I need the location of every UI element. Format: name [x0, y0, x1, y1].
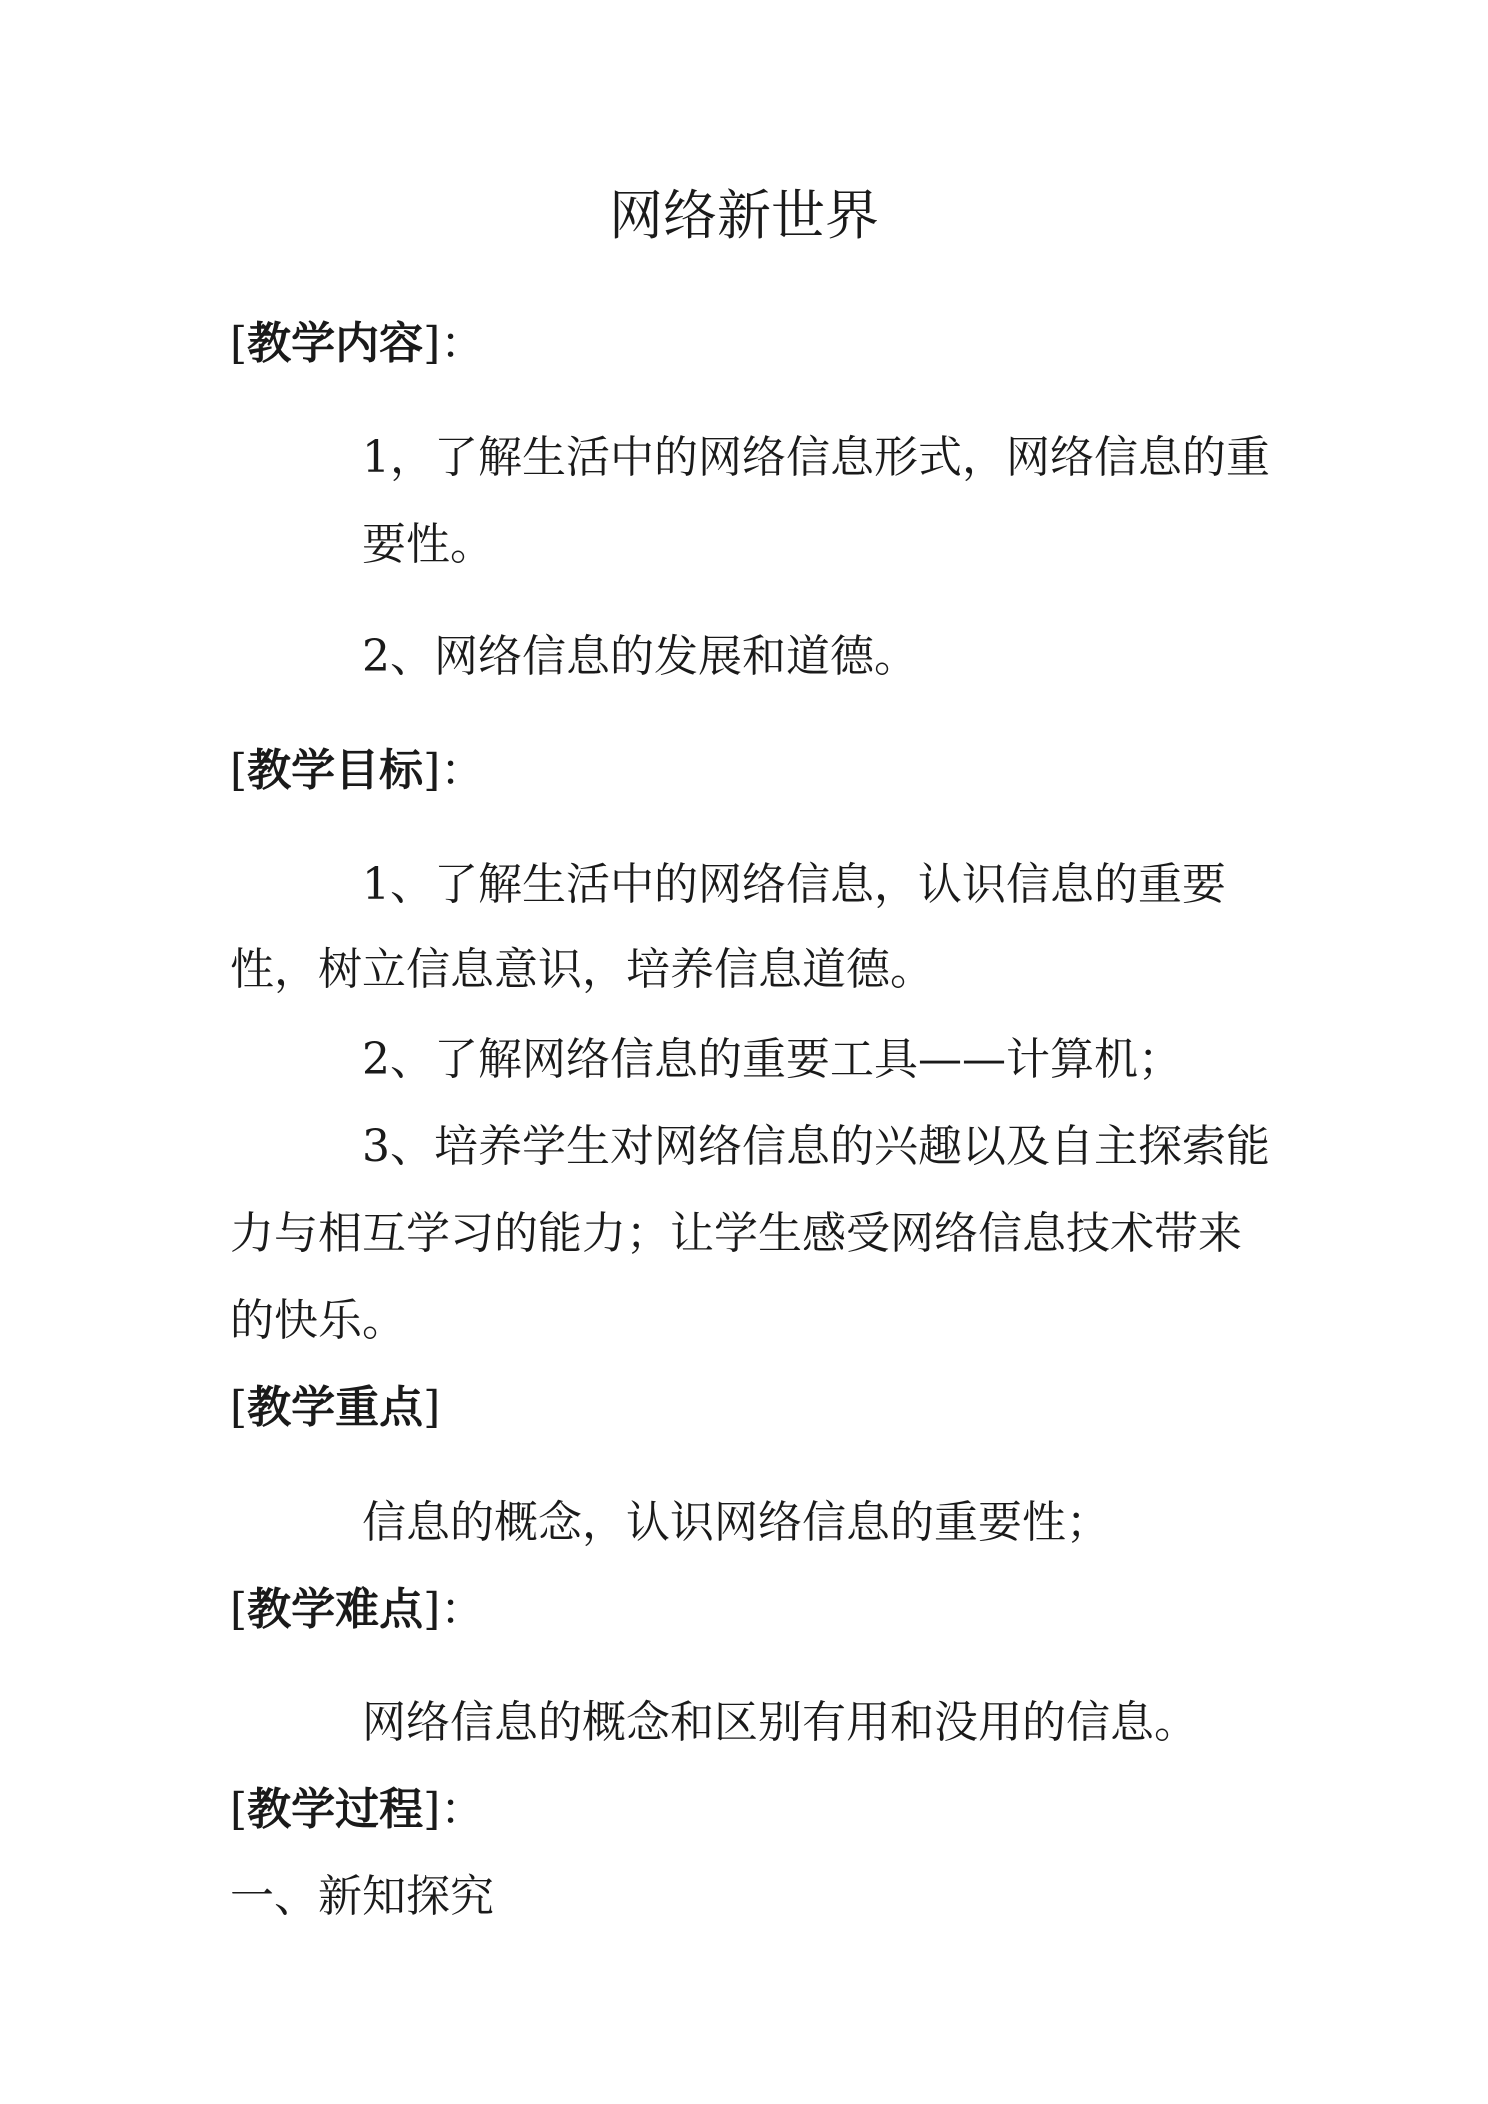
content-item-2: 2、网络信息的发展和道德。 [362, 631, 918, 682]
section-heading-goals [230, 741, 484, 801]
difficulties-item: 网络信息的概念和区别有用和没用的信息。 [362, 1697, 1198, 1748]
goals-item-3-line-1: 3、培养学生对网络信息的兴趣以及自主探索能 [362, 1121, 1270, 1172]
bracket-open: [ [230, 745, 248, 796]
heading-text: 教学难点 [247, 1584, 424, 1635]
content-item-1-line-2: 要性。 [362, 519, 494, 570]
bracket-open: [ [230, 318, 248, 369]
bracket-close: ]： [423, 318, 485, 369]
document-title: 网络新世界 [609, 184, 879, 247]
bracket-close: ]： [423, 1584, 485, 1635]
bracket-close: ] [423, 1382, 441, 1433]
goals-item-1-line-2: 性，树立信息意识，培养信息道德。 [230, 944, 934, 995]
section-heading-content [230, 314, 484, 374]
heading-text: 教学目标 [247, 745, 424, 796]
bracket-open: [ [230, 1584, 248, 1635]
key-points-item: 信息的概念，认识网络信息的重要性； [362, 1497, 1110, 1548]
section-heading-difficulties [230, 1580, 484, 1640]
goals-item-2: 2、了解网络信息的重要工具——计算机； [362, 1034, 1182, 1085]
goals-item-3-line-2: 力与相互学习的能力；让学生感受网络信息技术带来 [230, 1208, 1242, 1259]
heading-text: 教学重点 [247, 1382, 424, 1433]
bracket-open: [ [230, 1382, 248, 1433]
bracket-open: [ [230, 1784, 248, 1835]
process-step-1: 一、新知探究 [230, 1871, 494, 1922]
bracket-close: ]： [423, 745, 485, 796]
bracket-close: ]： [423, 1784, 485, 1835]
goals-item-3-line-3: 的快乐。 [230, 1295, 406, 1346]
heading-text: 教学内容 [247, 318, 424, 369]
content-item-1-line-1: 1，了解生活中的网络信息形式，网络信息的重 [362, 432, 1270, 483]
goals-item-1-line-1: 1、了解生活中的网络信息，认识信息的重要 [362, 859, 1226, 910]
heading-text: 教学过程 [247, 1784, 424, 1835]
section-heading-process [230, 1780, 484, 1840]
section-heading-key-points [230, 1378, 440, 1438]
